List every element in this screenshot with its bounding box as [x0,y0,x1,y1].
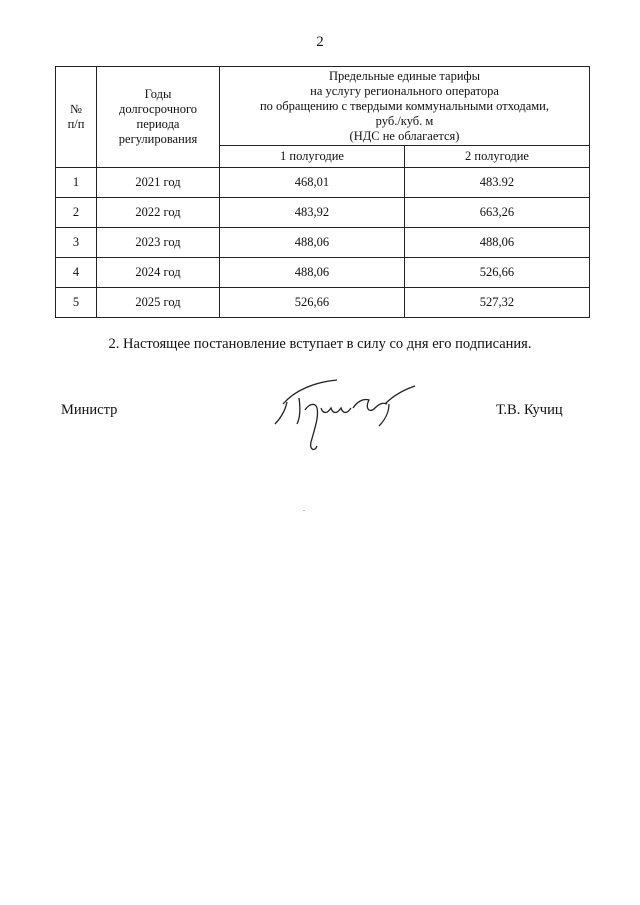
subheader-half-1: 1 полугодие [220,146,405,168]
row-tariff-h2: 488,06 [404,228,589,258]
table-row [56,168,590,198]
row-tariff-h2: 527,32 [404,288,589,318]
header-num-text: № п/п [67,102,85,131]
table-row [56,228,590,258]
row-year: 2022 год [97,198,220,228]
row-tariff-h2: 483.92 [404,168,589,198]
row-year: 2021 год [97,168,220,198]
subheader-half-2: 2 полугодие [404,146,589,168]
row-num: 2 [56,198,97,228]
row-num: 3 [56,228,97,258]
row-tariff-h1: 483,92 [220,198,405,228]
row-year: 2025 год [97,288,220,318]
row-tariff-h1: 488,06 [220,258,405,288]
header-years [97,67,220,168]
signatory-name: Т.В. Кучиц [496,402,563,418]
handwritten-signature [265,368,425,458]
effective-clause: 2. Настоящее постановление вступает в силу со дня его подписания. [108,336,532,352]
row-year: 2024 год [97,258,220,288]
header-tariff-text: Предельные единые тарифы на услугу регионального оператора по обращению с твердыми коммунальными отходами, руб./куб. м (НДС не облагается) [259,68,550,143]
header-years-text: Годы долгосрочного периода регулирования [118,87,198,146]
row-num: 1 [56,168,97,198]
header-tariff [220,67,590,146]
row-tariff-h2: 526,66 [404,258,589,288]
header-num [56,67,97,168]
table-row [56,198,590,228]
table-row [56,258,590,288]
row-tariff-h1: 526,66 [220,288,405,318]
row-num: 5 [56,288,97,318]
row-tariff-h2: 663,26 [404,198,589,228]
row-tariff-h1: 488,06 [220,228,405,258]
row-year: 2023 год [97,228,220,258]
scan-speck [303,510,305,511]
page-number: 2 [316,34,324,50]
row-tariff-h1: 468,01 [220,168,405,198]
tariff-table [55,66,590,318]
signatory-title: Министр [61,402,118,418]
row-num: 4 [56,258,97,288]
table-row [56,288,590,318]
